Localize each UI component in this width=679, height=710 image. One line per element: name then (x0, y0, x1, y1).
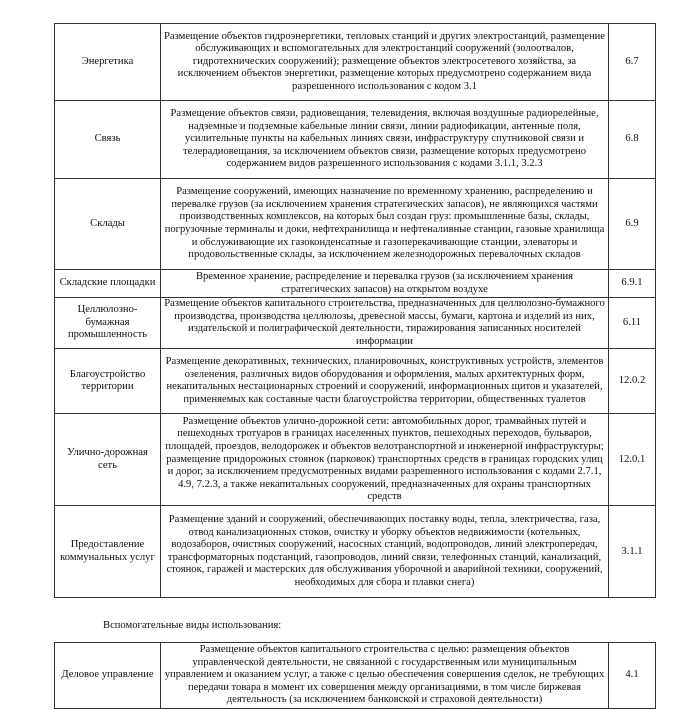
auxiliary-uses-heading: Вспомогательные виды использования: (103, 620, 282, 631)
use-description: Размещение объектов гидроэнергетики, тепловых станций и других электростанций, размещение обслуживающих и вспомогательных для электростанций сооружений (золоотвалов, гидротехнических сооружений); размещение объектов электросетевого хозяйства, за исключением объектов энергетики, размещение которых предусмотрено содержанием вида разрешенного использования с кодом 3.1 (161, 24, 609, 101)
use-code: 3.1.1 (609, 506, 656, 598)
main-uses-table (54, 23, 656, 598)
use-name: Предоставление коммунальных услуг (55, 506, 161, 598)
table-row (55, 506, 656, 598)
use-description: Размещение сооружений, имеющих назначение по временному хранению, распределению и перевалке грузов (за исключением хранения стратегических запасов), не являющихся частями производственных комплексов, на которых был создан груз: промышленные базы, склады, погрузочные терминалы и доки, нефтехранилища и нефтеналивные станции, газовые хранилища и обслуживающие их газоконденсатные и газоперекачивающие станции, элеваторы и продовольственные склады, за исключением железнодорожных перевалочных складов (161, 179, 609, 270)
table-row (55, 24, 656, 101)
table-row (55, 643, 656, 709)
use-code: 12.0.2 (609, 349, 656, 414)
use-name: Деловое управление (55, 643, 161, 709)
use-name: Энергетика (55, 24, 161, 101)
table-row (55, 349, 656, 414)
use-name: Благоустройство территории (55, 349, 161, 414)
auxiliary-uses-table (54, 642, 656, 709)
use-code: 6.8 (609, 101, 656, 179)
use-description: Размещение объектов капитального строительства с целью: размещения объектов управленческой деятельности, не связанной с государственным или муниципальным управлением и оказанием услуг, а также с целью обеспечения совершения сделок, не требующих передачи товара в момент их совершения между организациями, в том числе биржевая деятельность (за исключением банковской и страховой деятельности) (161, 643, 609, 709)
use-code: 6.11 (609, 298, 656, 349)
use-code: 6.7 (609, 24, 656, 101)
use-code: 4.1 (609, 643, 656, 709)
use-description: Временное хранение, распределение и перевалка грузов (за исключением хранения стратегических запасов) на открытом воздухе (161, 270, 609, 298)
table-row (55, 414, 656, 506)
use-name: Улично-дорожная сеть (55, 414, 161, 506)
use-code: 6.9 (609, 179, 656, 270)
table-row (55, 101, 656, 179)
use-description: Размещение зданий и сооружений, обеспечивающих поставку воды, тепла, электричества, газа, отвод канализационных стоков, очистку и уборку объектов недвижимости (котельных, водозаборов, очистных сооружений, насосных станций, водопроводов, линий электропередач, трансформаторных подстанций, газопроводов, линий связи, телефонных станций, канализаций, стоянок, гаражей и мастерских для обслуживания уборочной и аварийной техники, сооружений, необходимых для сбора и плавки снега) (161, 506, 609, 598)
use-code: 6.9.1 (609, 270, 656, 298)
table-row (55, 179, 656, 270)
use-description: Размещение объектов улично-дорожной сети: автомобильных дорог, трамвайных путей и пешеходных тротуаров в границах населенных пунктов, пешеходных переходов, бульваров, площадей, проездов, велодорожек и объектов велотранспортной и инженерной инфраструктуры; размещение придорожных стоянок (парковок) транспортных средств в границах городских улиц и дорог, за исключением предусмотренных видами разрешенного использования с кодами 2.7.1, 4.9, 7.2.3, а также некапитальных сооружений, предназначенных для охраны транспортных средств (161, 414, 609, 506)
use-name: Связь (55, 101, 161, 179)
use-name: Складские площадки (55, 270, 161, 298)
use-description: Размещение объектов капитального строительства, предназначенных для целлюлозно-бумажного производства, производства целлюлозы, древесной массы, бумаги, картона и изделий из них, издательской и полиграфической деятельности, тиражирования записанных носителей информации (161, 298, 609, 349)
use-description: Размещение декоративных, технических, планировочных, конструктивных устройств, элементов озеленения, различных видов оборудования и оформления, малых архитектурных форм, некапитальных нестационарных строений и сооружений, информационных щитов и указателей, применяемых как составные части благоустройства территории, общественных туалетов (161, 349, 609, 414)
use-code: 12.0.1 (609, 414, 656, 506)
table-row (55, 298, 656, 349)
table-row (55, 270, 656, 298)
use-name: Склады (55, 179, 161, 270)
use-name: Целлюлозно-бумажная промышленность (55, 298, 161, 349)
use-description: Размещение объектов связи, радиовещания, телевидения, включая воздушные радиорелейные, надземные и подземные кабельные линии связи, линии радиофикации, антенные поля, усилительные пункты на кабельных линиях связи, инфраструктуру спутниковой связи и телерадиовещания, за исключением объектов связи, размещение которых предусмотрено содержанием видов разрешенного использования с кодами 3.1.1, 3.2.3 (161, 101, 609, 179)
